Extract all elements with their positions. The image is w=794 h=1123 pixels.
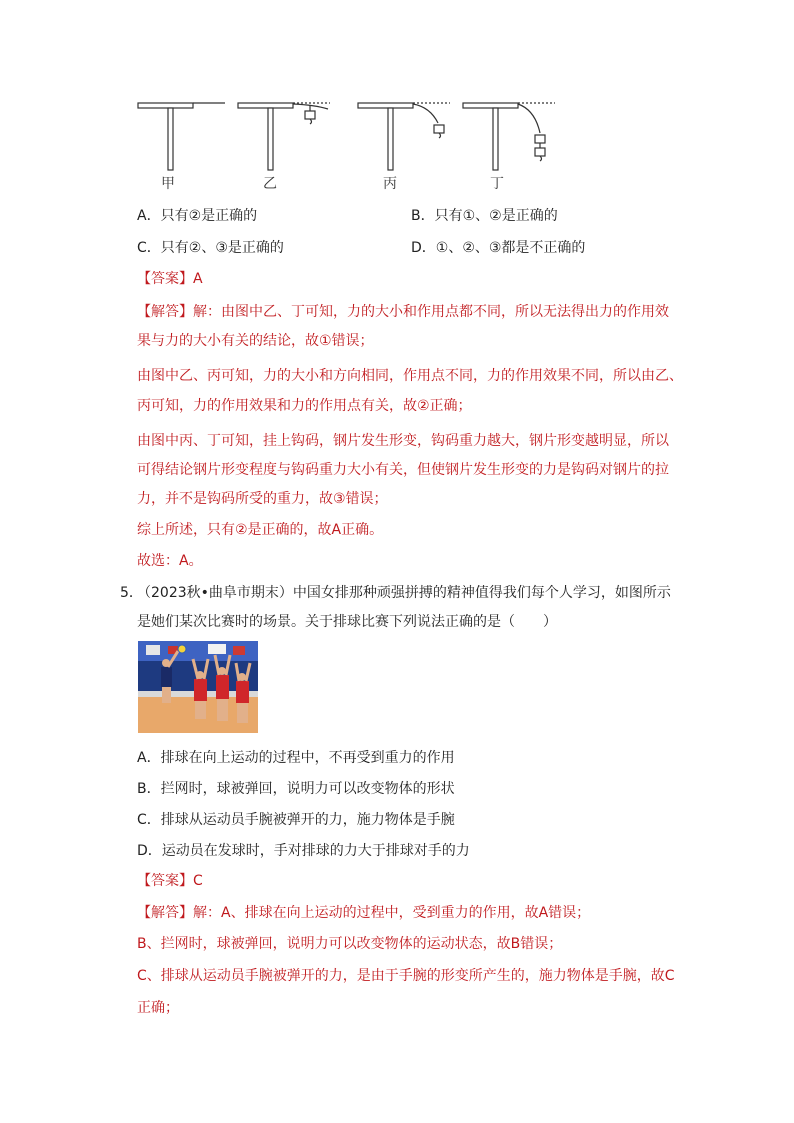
q5-answer: 【答案】C: [137, 873, 203, 889]
q4-option-c: C．只有②、③是正确的: [137, 240, 284, 256]
q4-analysis-line: 由图中乙、丙可知，力的大小和方向相同，作用点不同，力的作用效果不同，所以由乙、: [137, 368, 683, 384]
figure-label-yi: 乙: [263, 176, 277, 192]
q5-number: 5．: [120, 585, 143, 601]
q5-analysis-line: 正确；: [137, 1000, 179, 1016]
q4-option-d: D．①、②、③都是不正确的: [411, 240, 586, 256]
q5-stem-line: （2023秋•曲阜市期末）中国女排那种顽强拼搏的精神值得我们每个人学习，如图所示: [137, 585, 671, 601]
q5-option-b: B．拦网时，球被弹回，说明力可以改变物体的形状: [137, 781, 455, 797]
q4-option-a: A．只有②是正确的: [137, 208, 258, 224]
q4-analysis-line: 力，并不是钩码所受的重力，故③错误；: [137, 491, 388, 507]
figure-label-ding: 丁: [490, 176, 504, 192]
q5-stem-line: 是她们某次比赛时的场景。关于排球比赛下列说法正确的是（ ）: [137, 614, 557, 630]
q4-analysis-line: 综上所述，只有②是正确的，故A正确。: [137, 522, 384, 538]
q5-option-c: C．排球从运动员手腕被弹开的力，施力物体是手腕: [137, 812, 455, 828]
q5-option-d: D．运动员在发球时，手对排球的力大于排球对手的力: [137, 843, 470, 859]
q4-analysis-line: 果与力的大小有关的结论，故①错误；: [137, 333, 374, 349]
q5-analysis-line: 【解答】解：A、排球在向上运动的过程中，受到重力的作用，故A错误；: [137, 905, 591, 921]
figure-label-bing: 丙: [383, 176, 397, 192]
figure-label-jia: 甲: [161, 176, 175, 192]
q4-analysis-line: 可得结论钢片形变程度与钩码重力大小有关，但使钢片发生形变的力是钩码对钢片的拉: [137, 462, 669, 478]
volleyball-photo: [138, 641, 258, 733]
q4-answer: 【答案】A: [137, 271, 203, 287]
q4-analysis-line: 由图中丙、丁可知，挂上钩码，钢片发生形变，钩码重力越大，钢片形变越明显，所以: [137, 433, 669, 449]
volleyball-scene-image: [138, 641, 258, 733]
q4-analysis-line: 故选：A。: [137, 553, 203, 569]
steel-strip-figure: [130, 95, 560, 195]
q5-option-a: A．排球在向上运动的过程中，不再受到重力的作用: [137, 750, 455, 766]
q4-analysis-line: 丙可知，力的作用效果和力的作用点有关，故②正确；: [137, 398, 472, 414]
q4-analysis-line: 【解答】解：由图中乙、丁可知，力的大小和作用点都不同，所以无法得出力的作用效: [137, 304, 669, 320]
q4-option-b: B．只有①、②是正确的: [411, 208, 558, 224]
q5-analysis-line: B、拦网时，球被弹回，说明力可以改变物体的运动状态，故B错误；: [137, 936, 563, 952]
q5-analysis-line: C、排球从运动员手腕被弹开的力，是由于手腕的形变所产生的，施力物体是手腕，故C: [137, 968, 675, 984]
